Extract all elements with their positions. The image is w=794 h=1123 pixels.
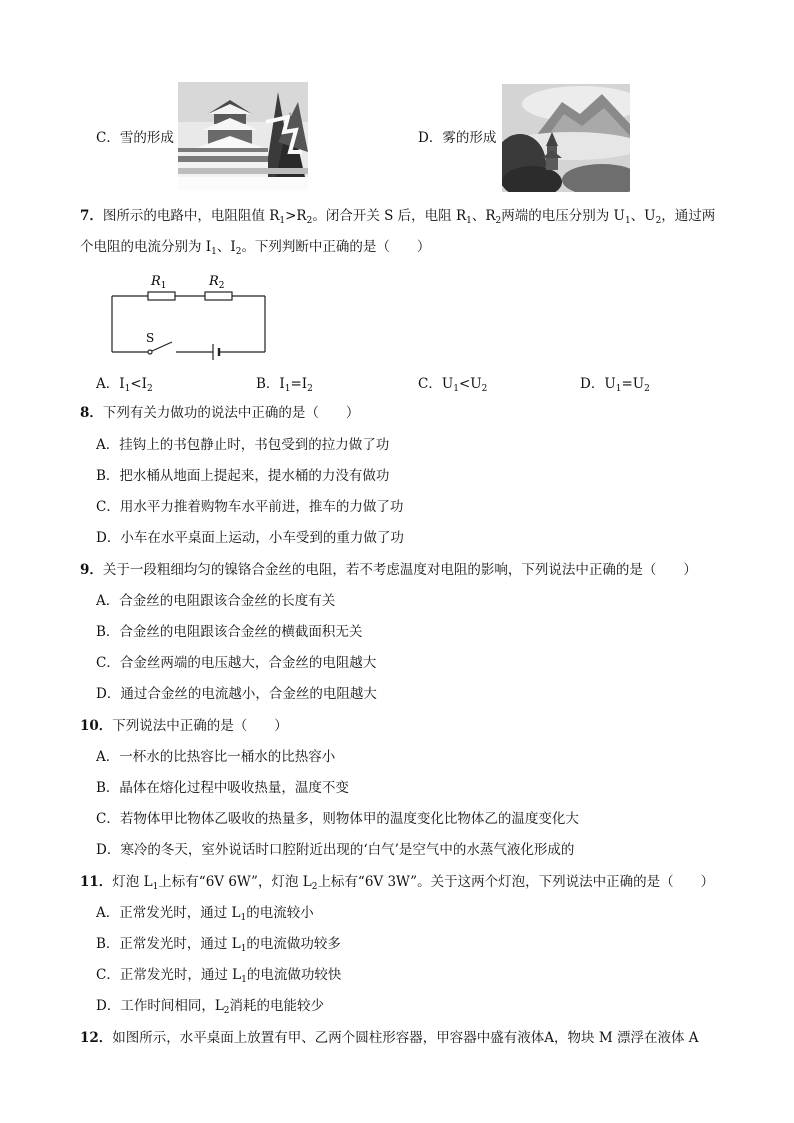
q10-option-d: D．寒冷的冬天，室外说话时口腔附近出现的‘白气’是空气中的水蒸气液化形成的 (96, 842, 575, 858)
circuit-diagram (100, 266, 280, 362)
sub: 2 (644, 384, 650, 394)
r1-label: $R_1$ (151, 274, 167, 291)
text: D．U (580, 376, 616, 392)
q9-option-c: C．合金丝两端的电压越大，合金丝的电阻越大 (96, 655, 377, 671)
sub: 1 (615, 384, 622, 394)
q10-option-a: A．一杯水的比热容比一桶水的比热容小 (96, 749, 336, 765)
q7-text-c: 。闭合开关 S 后，电阻 R (312, 208, 467, 224)
option-c-label: C．雪的形成 (96, 130, 174, 146)
q12-stem (80, 1029, 699, 1047)
sub: 1 (279, 216, 286, 226)
q12-stem-text: 如图所示，水平桌面上放置有甲、乙两个圆柱形容器，甲容器中盛有液体A，物块 M 漂浮在液体 A (112, 1030, 699, 1046)
q7-text-a: 图所示的电路中，电阻阻值 R (102, 208, 280, 224)
q11-option-d (96, 997, 324, 1015)
q8-option-c: C．用水平力推着购物车水平前进，推车的力做了功 (96, 499, 404, 515)
sub: 1 (211, 247, 217, 257)
q7-text-j: 。下列判断中正确的是（ ） (241, 239, 431, 255)
sub: 2 (146, 384, 153, 394)
snow-temple-photo (178, 82, 308, 190)
sub: 1 (240, 944, 247, 954)
text: <I (130, 376, 147, 392)
text: A．正常发光时，通过 L (96, 905, 241, 921)
sub: 1 (284, 384, 291, 394)
text: 灯泡 L (112, 874, 153, 890)
text: 上标有“6V 3W”。关于这两个灯泡，下列说法中正确的是（ ） (317, 874, 715, 890)
text: A．I (96, 376, 125, 392)
q7-text-i: 、I (216, 239, 236, 255)
q9-number: 9． (80, 562, 103, 578)
q7-text-g: ，通过两 (661, 208, 716, 224)
q7-text-d: 、R (471, 208, 496, 224)
q11-stem (80, 873, 714, 891)
q10-stem-text: 下列说法中正确的是（ ） (112, 718, 288, 734)
sub: 2 (481, 384, 488, 394)
sub: 1 (152, 882, 159, 892)
text: C．正常发光时，通过 L (96, 967, 242, 983)
switch-pivot (148, 350, 152, 354)
sub: 1 (466, 216, 472, 226)
text: 消耗的电能较少 (229, 998, 325, 1014)
q7-number: 7． (80, 208, 103, 224)
text: =I (290, 376, 308, 392)
q11-option-a (96, 904, 314, 922)
q7-text-b: >R (285, 208, 307, 224)
sub: 1 (453, 384, 459, 394)
sub: 2 (306, 216, 313, 226)
q7-line2 (80, 238, 430, 256)
text: 的电流做功较多 (246, 936, 341, 952)
text: D．工作时间相同，L (96, 998, 224, 1014)
q8-option-d: D．小车在水平桌面上运动，小车受到的重力做了功 (96, 530, 404, 546)
text: C．U (418, 376, 454, 392)
q7-option-d (580, 375, 650, 393)
q9-option-b: B．合金丝的电阻跟该合金丝的横截面积无关 (96, 624, 363, 640)
sub: 1 (124, 384, 131, 394)
q9-option-d: D．通过合金丝的电流越小，合金丝的电阻越大 (96, 686, 377, 702)
resistor-r2 (205, 292, 232, 300)
sub: 2 (311, 882, 318, 892)
q7-text-h: 个电阻的电流分别为 I (80, 239, 212, 255)
text: B．I (256, 376, 285, 392)
q8-stem-text: 下列有关力做功的说法中正确的是（ ） (102, 405, 360, 421)
resistor-r1 (148, 292, 175, 300)
sub: 2 (235, 247, 242, 257)
text: 上标有“6V 6W”，灯泡 L (158, 874, 312, 890)
q8-option-a: A．挂钩上的书包静止时，书包受到的拉力做了功 (96, 437, 390, 453)
q7-option-a (96, 375, 153, 393)
fog-mountain-photo (502, 84, 630, 192)
option-d-fog (418, 129, 496, 147)
text: B．正常发光时，通过 L (96, 936, 241, 952)
sub: 1 (240, 913, 247, 923)
q9-stem (80, 561, 697, 579)
q10-option-c: C．若物体甲比物体乙吸收的热量多，则物体甲的温度变化比物体乙的温度变化大 (96, 811, 579, 827)
option-d-label: D．雾的形成 (418, 130, 497, 146)
sub: 2 (655, 216, 662, 226)
sub: 1 (624, 216, 631, 226)
q7-text-f: 、U (630, 208, 656, 224)
q10-option-b: B．晶体在熔化过程中吸收热量，温度不变 (96, 780, 349, 796)
q7-option-b (256, 375, 313, 393)
sub: 2 (495, 216, 502, 226)
q11-number: 11． (80, 874, 113, 890)
q7-text-e: 两端的电压分别为 U (501, 208, 625, 224)
sub: 1 (241, 975, 247, 985)
q8-option-b: B．把水桶从地面上提起来，提水桶的力没有做功 (96, 468, 390, 484)
switch-blade (152, 342, 172, 351)
text: =U (621, 376, 645, 392)
q11-option-b (96, 935, 341, 953)
q8-stem (80, 404, 359, 422)
q9-option-a: A．合金丝的电阻跟该合金丝的长度有关 (96, 593, 336, 609)
q12-number: 12． (80, 1030, 113, 1046)
q8-number: 8． (80, 405, 103, 421)
sub: 2 (223, 1006, 230, 1016)
q10-number: 10． (80, 718, 113, 734)
text: 的电流较小 (246, 905, 314, 921)
q9-stem-text: 关于一段粗细均匀的镍铬合金丝的电阻，若不考虑温度对电阻的影响，下列说法中正确的是（ ） (102, 562, 697, 578)
text: 的电流做功较快 (246, 967, 342, 983)
text: <U (458, 376, 482, 392)
q11-option-c (96, 966, 341, 984)
q7-line1 (80, 207, 715, 225)
option-c-snow (96, 129, 174, 147)
sub: 2 (307, 384, 313, 394)
q10-stem (80, 717, 288, 735)
q7-option-c (418, 375, 487, 393)
r2-label: $R_2$ (209, 274, 225, 291)
switch-label: S (146, 331, 155, 345)
